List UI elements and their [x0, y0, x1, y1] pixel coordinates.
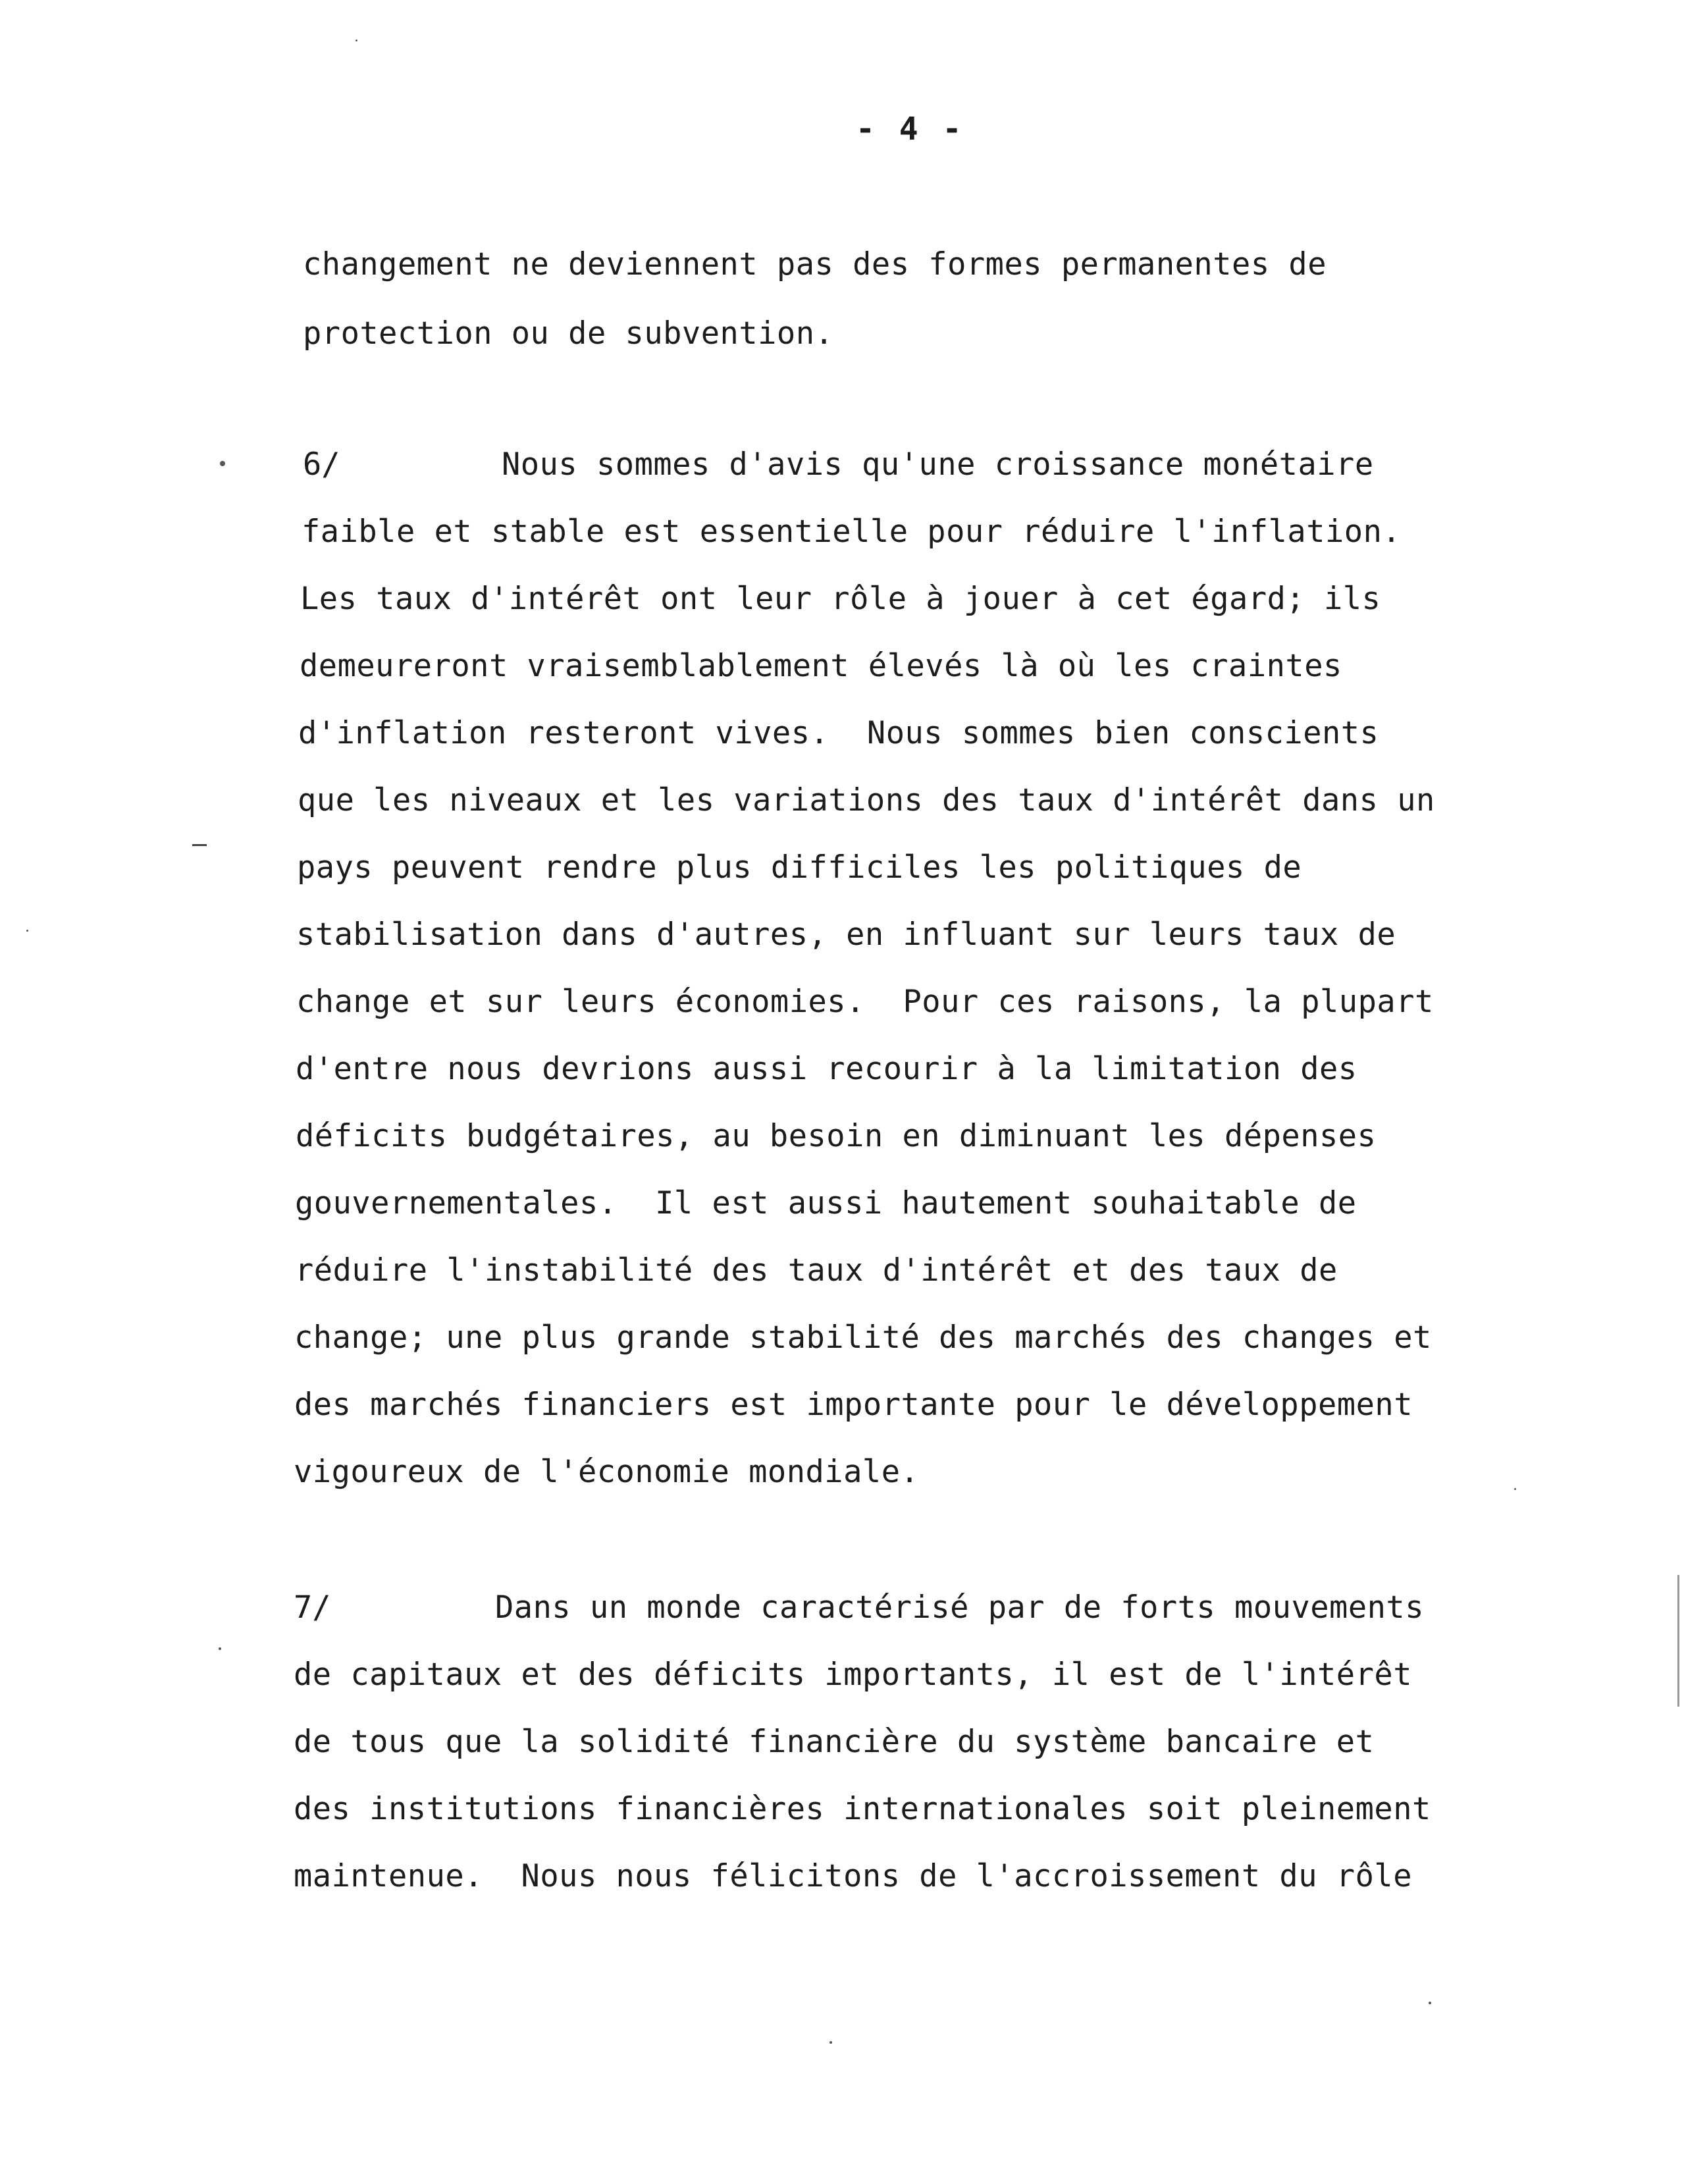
text-line: vigoureux de l'économie mondiale. [294, 1454, 920, 1490]
scan-mark [1677, 1575, 1679, 1707]
text-line: des marchés financiers est importante pour le développement [294, 1387, 1413, 1423]
scan-speck [1514, 1488, 1516, 1490]
text-line: de tous que la solidité financière du système bancaire et [294, 1724, 1375, 1760]
scan-mark [192, 844, 207, 846]
text-line: changement ne deviennent pas des formes permanentes de [303, 246, 1327, 282]
text-line: stabilisation dans d'autres, en influant sur leurs taux de [296, 917, 1396, 953]
scan-speck [1429, 2002, 1431, 2004]
text-line: demeureront vraisemblablement élevés là où les craintes [300, 648, 1342, 684]
text-line: des institutions financières internationales soit pleinement [294, 1791, 1431, 1827]
text-line: gouvernementales. Il est aussi hautement souhaitable de [295, 1185, 1357, 1221]
scan-speck [26, 930, 28, 932]
text-line: d'entre nous devrions aussi recourir à la limitation des [296, 1051, 1357, 1087]
text-line: de capitaux et des déficits importants, il est de l'intérêt [294, 1657, 1412, 1693]
text-line: change et sur leurs économies. Pour ces raisons, la plupart [296, 984, 1434, 1020]
scan-speck [220, 461, 225, 466]
paragraph-number-7: 7/ [294, 1589, 331, 1626]
page-number: - 4 - [856, 111, 964, 147]
text-line: protection ou de subvention. [303, 315, 834, 352]
paragraph-number-6: 6/ [303, 446, 340, 483]
text-line: pays peuvent rendre plus difficiles les politiques de [297, 849, 1302, 886]
text-line: faible et stable est essentielle pour réduire l'inflation. [302, 514, 1402, 550]
text-line: que les niveaux et les variations des taux d'intérêt dans un [298, 782, 1435, 818]
scan-speck [219, 1647, 221, 1650]
scan-speck [355, 40, 357, 41]
text-line: déficits budgétaires, au besoin en diminuant les dépenses [296, 1118, 1377, 1154]
text-line: réduire l'instabilité des taux d'intérêt et des taux de [295, 1252, 1338, 1289]
text-line: maintenue. Nous nous félicitons de l'accroissement du rôle [294, 1858, 1412, 1894]
text-line: Dans un monde caractérisé par de forts mouvements [495, 1589, 1425, 1626]
text-line: Les taux d'intérêt ont leur rôle à jouer à cet égard; ils [300, 581, 1381, 617]
scan-speck [829, 2041, 832, 2044]
text-line: Nous sommes d'avis qu'une croissance monétaire [502, 446, 1374, 483]
text-line: d'inflation resteront vives. Nous sommes bien conscients [298, 715, 1379, 751]
text-line: change; une plus grande stabilité des marchés des changes et [294, 1319, 1432, 1356]
